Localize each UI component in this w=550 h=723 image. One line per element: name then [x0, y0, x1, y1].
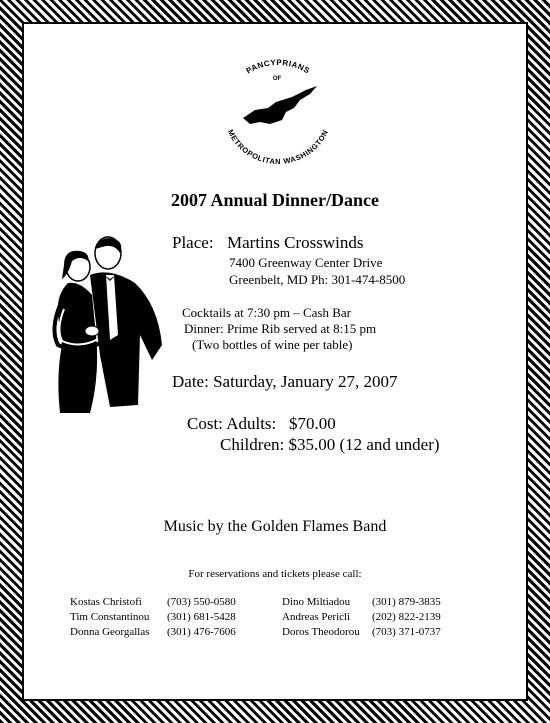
venue-address-line2: Greenbelt, MD Ph: 301-474-8500	[229, 272, 406, 287]
svg-text:METROPOLITAN WASHINGTON	[226, 128, 330, 166]
contact-entry	[282, 611, 441, 623]
logo-of-text: OF	[272, 76, 282, 82]
contact-entry	[282, 626, 441, 638]
contact-name: Doros Theodorou	[282, 626, 360, 638]
dancing-couple-icon	[40, 235, 170, 415]
contact-phone: (301) 476-7606	[167, 626, 236, 638]
contact-phone: (703) 371-0737	[372, 626, 441, 638]
contact-phone: (301) 879-3835	[372, 596, 441, 608]
contacts-left-column	[70, 596, 275, 646]
contact-phone: (202) 822-2139	[372, 611, 441, 623]
contacts-right-column	[282, 596, 482, 646]
dinner-info: Dinner: Prime Rib served at 8:15 pm	[184, 321, 377, 336]
contact-name: Kostas Christofi	[70, 596, 142, 608]
place-label: Place:	[172, 233, 214, 252]
contact-entry	[70, 626, 236, 638]
event-title: 2007 Annual Dinner/Dance	[170, 190, 380, 210]
contact-phone: (301) 681-5428	[167, 611, 236, 623]
cyprus-map-icon	[243, 86, 317, 124]
contact-entry	[70, 596, 236, 608]
contact-entry	[282, 596, 441, 608]
venue-address-line1: 7400 Greenway Center Drive	[229, 255, 383, 270]
association-logo	[210, 50, 345, 175]
svg-text:PANCYPRIANS	[244, 58, 311, 76]
contact-name: Donna Georgallas	[70, 626, 150, 638]
cost-adults-label: Cost: Adults:	[187, 414, 277, 433]
contact-name: Andreas Pericli	[282, 611, 351, 623]
wine-info: (Two bottles of wine per table)	[192, 337, 353, 352]
cocktails-info: Cocktails at 7:30 pm – Cash Bar	[182, 305, 351, 320]
contact-phone: (703) 550-0580	[167, 596, 236, 608]
music-info: Music by the Golden Flames Band	[163, 518, 387, 535]
contact-entry	[70, 611, 236, 623]
cost-adults-price: $70.00	[289, 414, 336, 433]
cost-children: Children: $35.00 (12 and under)	[220, 435, 440, 454]
logo-bottom-text: METROPOLITAN WASHINGTON	[225, 128, 331, 167]
contact-name: Tim Constantinou	[70, 611, 150, 623]
venue-name: Martins Crosswinds	[227, 233, 364, 252]
contact-name: Dino Miltiadou	[282, 596, 351, 608]
reservations-note: For reservations and tickets please call:	[188, 568, 362, 580]
event-date: Date: Saturday, January 27, 2007	[172, 372, 398, 391]
logo-top-text: PANCYPRIANS	[244, 57, 312, 76]
